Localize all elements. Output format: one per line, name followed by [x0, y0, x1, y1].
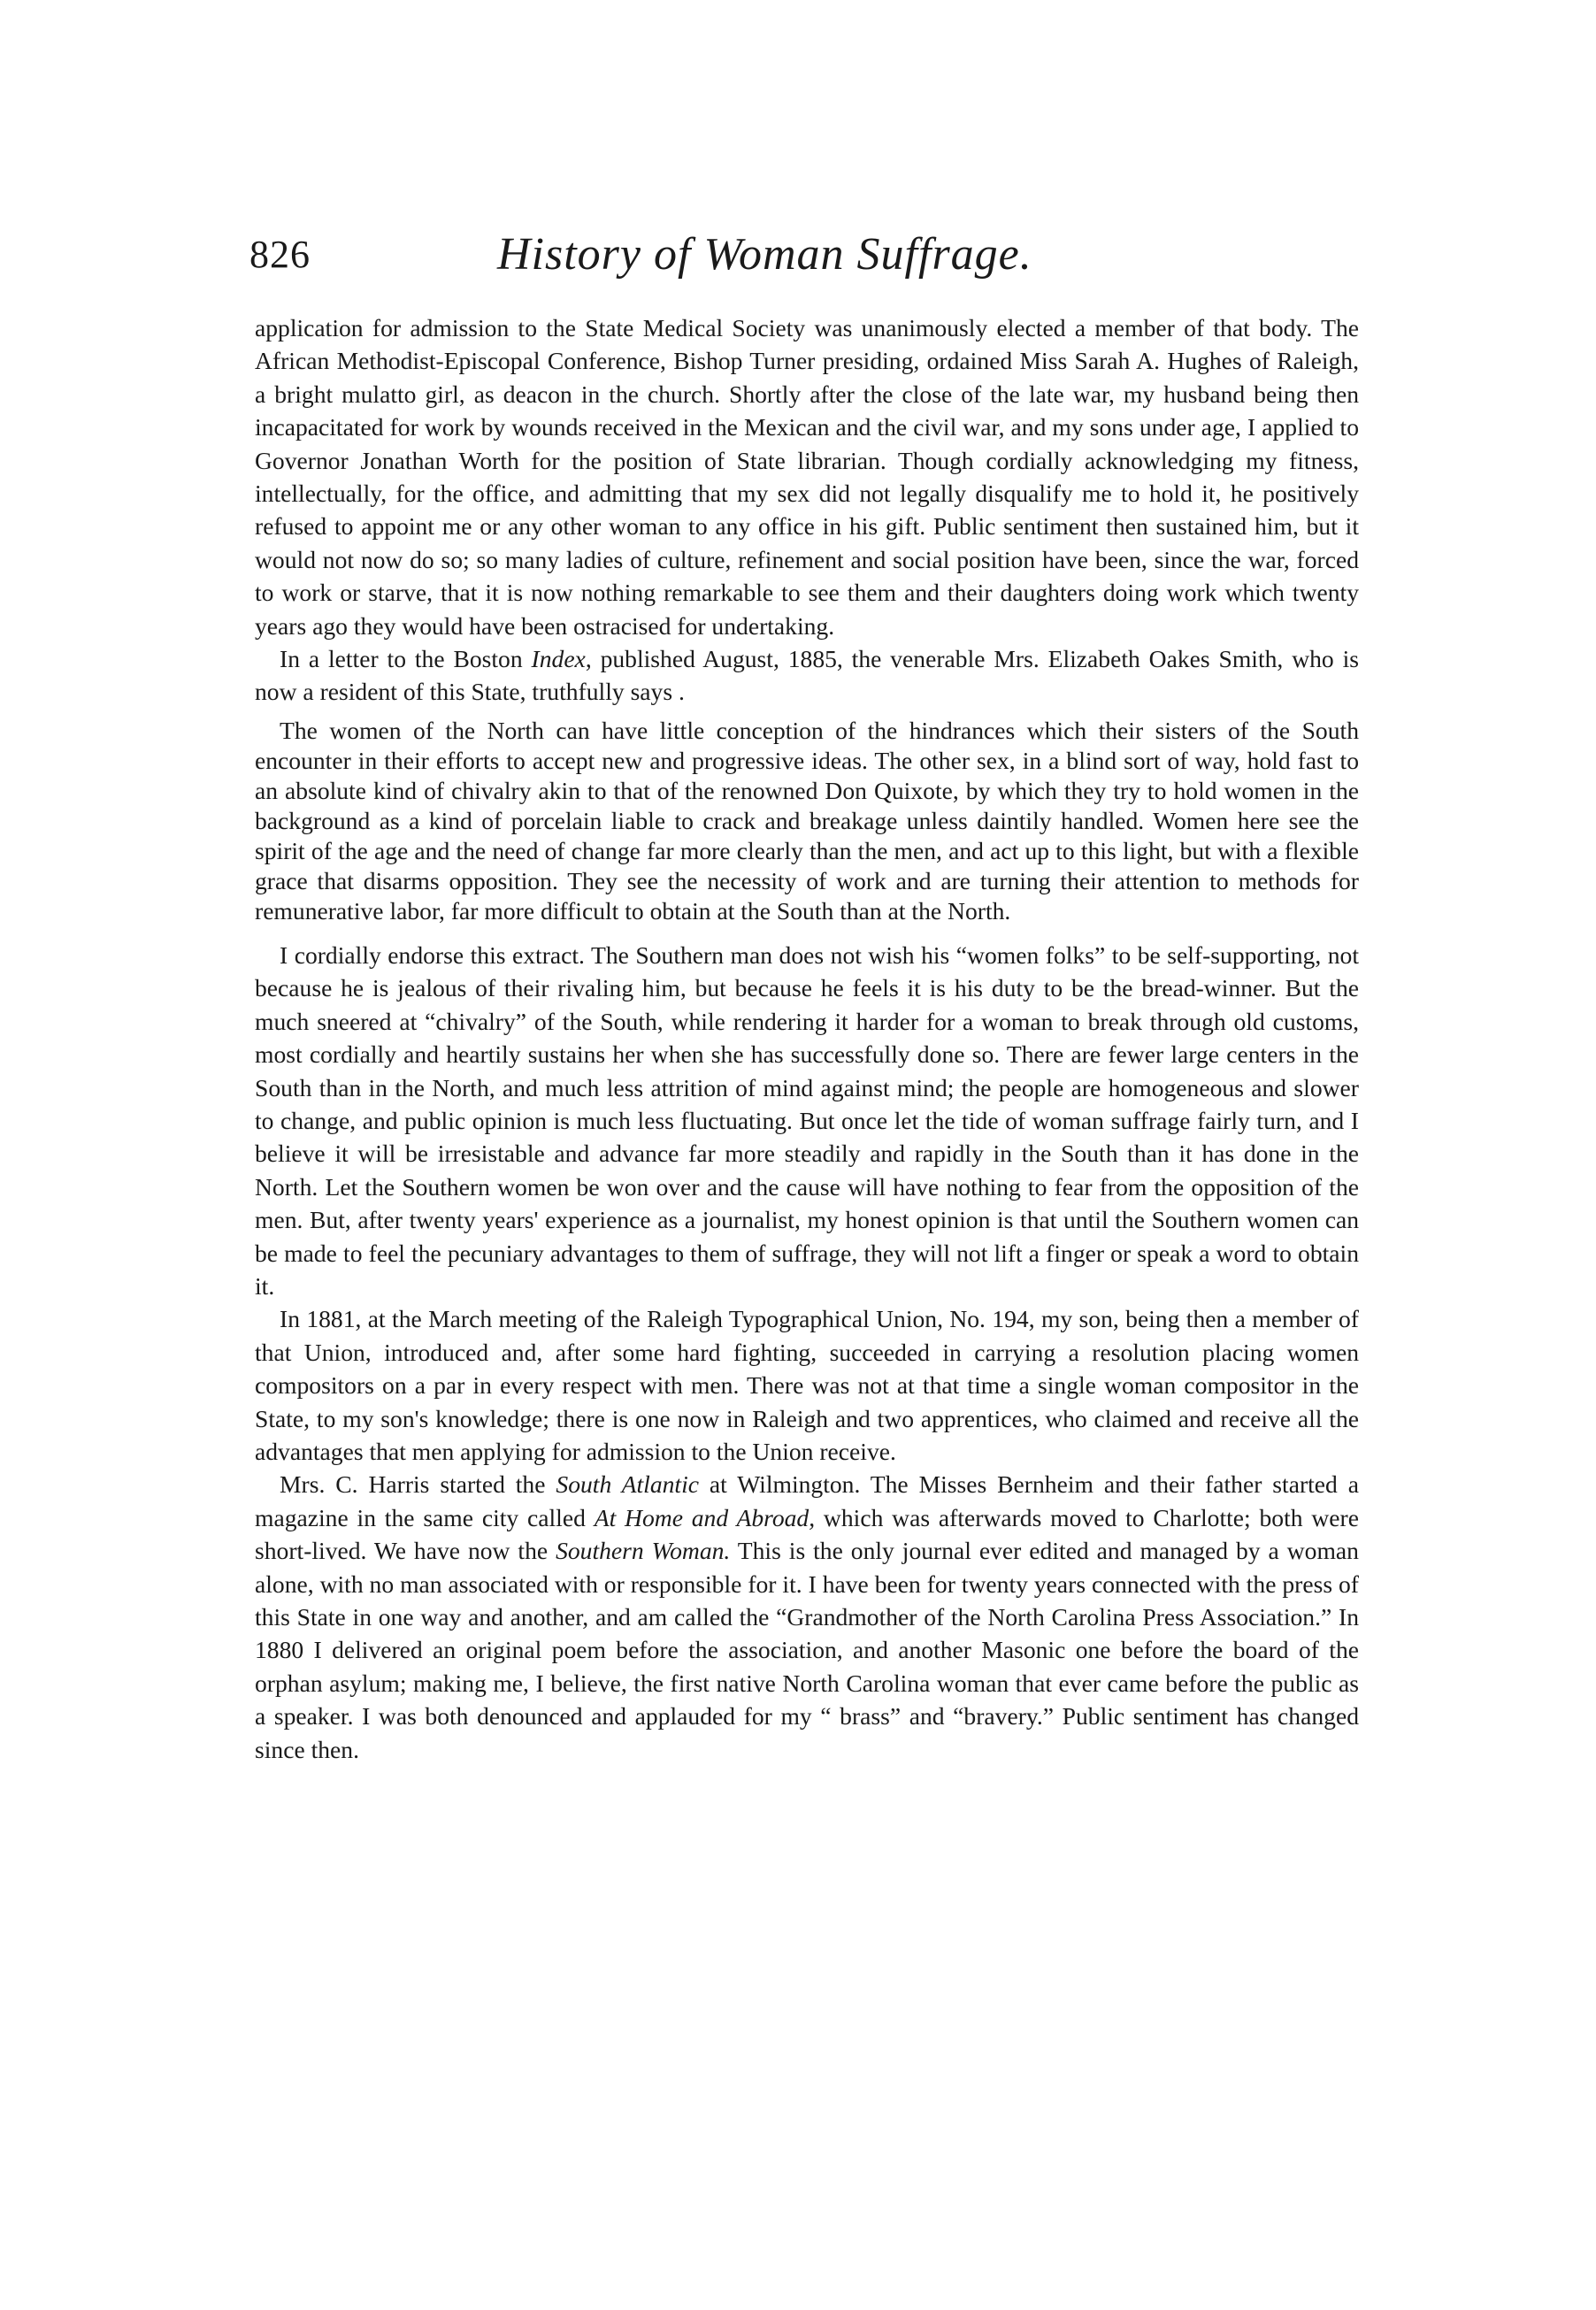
page-header — [249, 229, 1364, 294]
paragraph-typographical-union: In 1881, at the March meeting of the Raleigh Typographical Union, No. 194, my son, being then a member of that Union, introduced and, after some hard fighting, succeeded in carrying a resolution placing women compositors on a par in every respect with men. There was not at that time a single woman compositor in the State, to my son's knowledge; there is one now in Raleigh and two apprentices, who claimed and receive all the advantages that men applying for admission to the Union receive. — [255, 1305, 1359, 1465]
paragraph-letter-intro — [255, 642, 1359, 709]
text-segment: Mrs. C. Harris started the — [280, 1470, 556, 1499]
text-segment: In a letter to the Boston — [280, 645, 532, 673]
publication-title: Index — [531, 645, 586, 673]
page-number: 826 — [249, 233, 311, 276]
block-quote: The women of the North can have little conception of the hindrances which their sisters of the South encounter in their efforts to accept new and progressive ideas. The other sex, in a blind sort of way, hold fast to an absolute kind of chivalry akin to that of the renowned Don Quixote, by which they try to hold women in the background as a kind of porcelain liable to crack and breakage unless daintily handled. Women here see the spirit of the age and the need of change far more clearly than the men, and act up to this light, but with a flexible grace that disarms opposition. They see the necessity of work and are turning their attention to methods for remunerative labor, far more difficult to obtain at the South than at the North. — [255, 716, 1359, 925]
publication-title: At Home and Abroad, — [594, 1503, 816, 1531]
running-title: History of Woman Suffrage. — [497, 229, 1032, 280]
paragraph-continued: application for admission to the State Medical Society was unanimously elected a member of that body. The African Methodist-Episcopal Conference, Bishop Turner presiding, ordained Miss Sarah A. Hughes of Raleigh, a bright mulatto girl, as deacon in the church. Shortly after the close of the late war, my husband being then incapacitated for work by wounds received in the Mexican and the civil war, and my sons under age, I applied to Governor Jonathan Worth for the position of State librarian. Though cordially acknowledging my fitness, intellectually, for the office, and admitting that my sex did not legally disqualify me to hold it, he positively refused to appoint me or any other woman to any office in his gift. Public sentiment then sustained him, but it would not now do so; so many ladies of culture, refinement and social position have been, since the war, forced to work or starve, that it is now nothing remarkable to see them and their daughters doing work which twenty years ago they would have been ostracised for undertaking. — [255, 314, 1359, 640]
publication-title: Southern Woman. — [556, 1537, 731, 1565]
text-segment: at Wilmington. The Misses Bernheim and their father started a magazine in the same city called — [255, 1470, 1359, 1531]
text-segment: which was afterwards moved to Charlotte; both were short-lived. We have now the — [255, 1503, 1359, 1565]
paragraph-press — [255, 1468, 1359, 1766]
publication-title: South Atlantic — [556, 1470, 700, 1499]
text-segment: , published August, 1885, the venerable Mrs. Elizabeth Oakes Smith, who is now a resident of this State, truthfully says . — [255, 645, 1359, 706]
paragraph-endorsement: I cordially endorse this extract. The Southern man does not wish his “women folks” to be self-supporting, not because he is jealous of their rivaling him, but because he feels it is his duty to be the bread-winner. But the much sneered at “chivalry” of the South, while rendering it harder for a woman to break through old customs, most cordially and heartily sustains her when she has successfully done so. There are fewer large centers in the South than in the North, and much less attrition of mind against mind; the people are homogeneous and slower to change, and public opinion is much less fluctuating. But once let the tide of woman suffrage fairly turn, and I believe it will be irresistable and advance far more steadily and rapidly in the South than it has done in the North. Let the Southern women be won over and the cause will have nothing to fear from the opposition of the men. But, after twenty years' experience as a journalist, my honest opinion is that until the Southern women can be made to feel the pecuniary advantages to them of suffrage, they will not lift a finger or speak a word to obtain it. — [255, 940, 1359, 1300]
text-segment: This is the only journal ever edited and managed by a woman alone, with no man associated with or responsible for it. I have been for twenty years connected with the press of this State in one way and another, and am called the “Grandmother of the North Carolina Press Association.” In 1880 I delivered an original poem before the association, and another Masonic one before the board of the orphan asylum; making me, I believe, the first native North Carolina woman that ever came before the public as a speaker. I was both denounced and applauded for my “ brass” and “bravery.” Public sentiment has changed since then. — [255, 1537, 1359, 1763]
body-text — [255, 311, 1359, 1766]
